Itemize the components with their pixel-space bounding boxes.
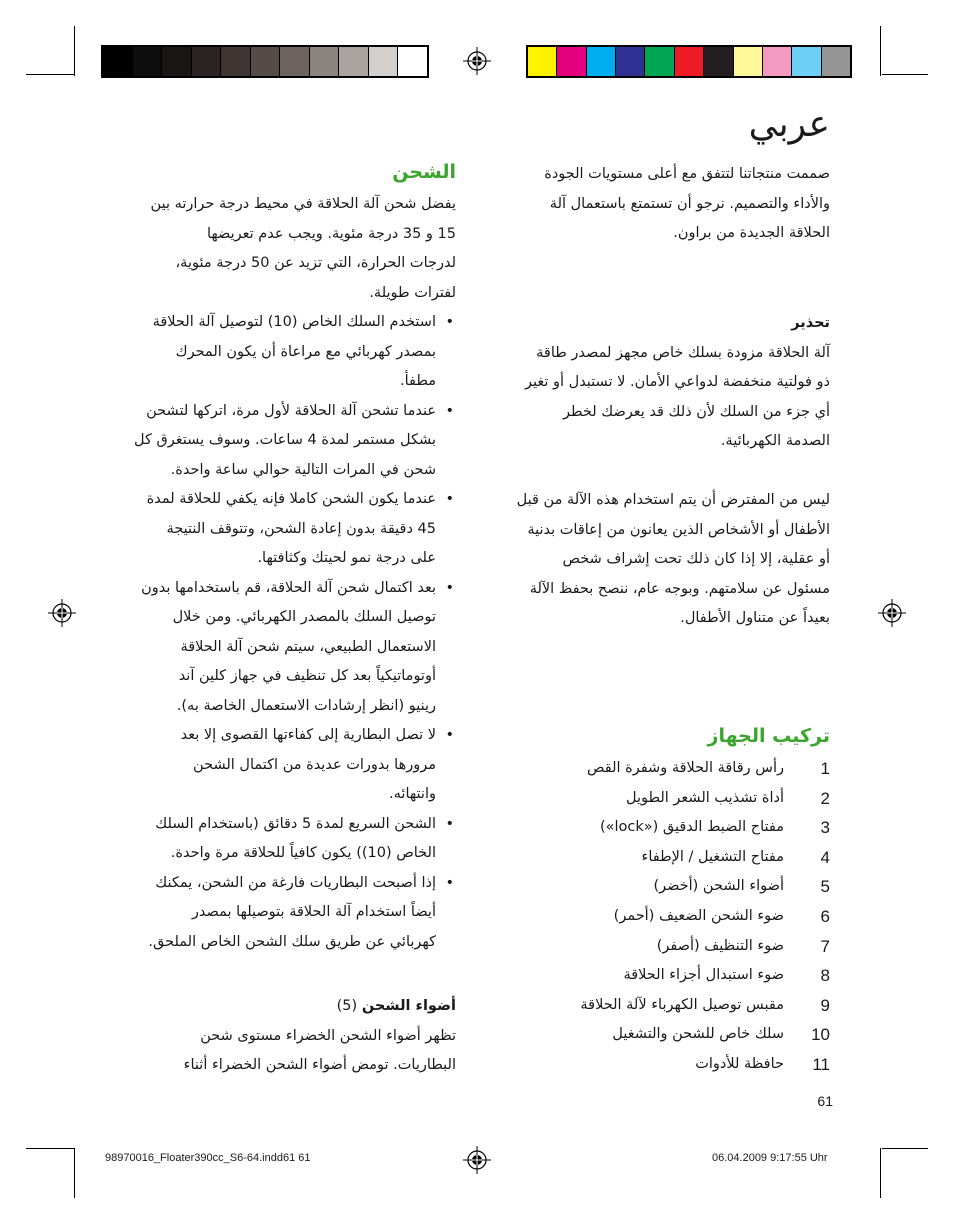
charging-lights-line: البطاريات. تومض أضواء الشحن الخضراء أثناء — [183, 1057, 456, 1073]
warning-line: الصدمة الكهربائية. — [720, 433, 830, 449]
charging-bullet-line: أوتوماتيكياً بعد كل تنظيف في جهاز كلين آند — [178, 668, 436, 684]
charging-bullet-line: توصيل السلك بالمصدر الكهربائي. ومن خلال — [172, 609, 436, 625]
charging-bullet-line: على درجة نمو لحيتك وكثافتها. — [257, 550, 436, 566]
charging-bullet-line: شحن في المرات التالية حوالي ساعة واحدة. — [170, 461, 436, 478]
charging-intro-line: يفضل شحن آلة الحلاقة في محيط درجة حرارته بين — [150, 196, 456, 212]
parts-list-item — [480, 813, 830, 843]
page-number: 61 — [817, 1093, 833, 1109]
warning-section — [480, 309, 830, 457]
charging-bullet-line: رينيو (انظر إرشادات الاستعمال الخاصة به). — [176, 697, 436, 714]
charging-bullet-line: • عندما يكون الشحن كاملا فإنه يكفي للحلاقة لمدة — [146, 491, 436, 507]
warning-line: آلة الحلاقة مزودة بسلك خاص مجهز لمصدر طاقة — [536, 344, 830, 361]
crop-mark — [74, 1148, 75, 1198]
charging-bullet-line: • الشحن السريع لمدة 5 دقائق (باستخدام السلك — [155, 815, 436, 832]
color-swatch — [398, 47, 427, 76]
crop-mark — [26, 74, 74, 75]
color-swatch — [822, 47, 850, 76]
charging-bullet-line: بشكل مستمر لمدة 4 ساعات. وسوف يستغرق كل — [134, 432, 436, 448]
color-swatch — [557, 47, 586, 76]
charging-bullet-item — [116, 810, 456, 869]
part-number: 3 — [820, 818, 830, 838]
charging-bullet-line: الخاص (10)) يكون كافياً للحلاقة مرة واحدة. — [170, 845, 436, 861]
parts-list-item — [480, 961, 830, 991]
language-title: عربي — [748, 104, 830, 145]
crop-mark — [26, 1148, 74, 1149]
charging-intro-line: لفترات طويلة. — [369, 284, 456, 301]
charging-intro-line: لدرجات الحرارة، التي تزيد عن 50 درجة مئوية، — [175, 255, 456, 271]
registration-mark-icon — [48, 599, 76, 627]
intro-line: الحلاقة الجديدة من براون. — [673, 225, 830, 241]
charging-bullet-line: • إذا أصبحت البطاريات فارغة من الشحن، يمكنك — [155, 874, 436, 891]
part-number: 4 — [820, 847, 830, 867]
children-note-line: الأطفال أو الأشخاص الذين يعانون من إعاقات بدنية — [527, 521, 830, 538]
color-swatch — [192, 47, 222, 76]
registration-mark-icon — [878, 599, 906, 627]
charging-bullet-line: 45 دقيقة بدون إعادة الشحن، وتتوقف النتيجة — [166, 520, 436, 537]
charging-bullet-item — [116, 485, 456, 574]
charging-section — [116, 158, 456, 957]
charging-lights-ref: (5) — [336, 998, 358, 1014]
registration-mark-icon — [463, 1146, 491, 1174]
intro-line: صممت منتجاتنا لتتفق مع أعلى مستويات الجودة — [544, 166, 830, 182]
part-label: مقبس توصيل الكهرباء لآلة الحلاقة — [580, 996, 784, 1013]
grayscale-calibration-bar — [101, 45, 429, 78]
part-number: 8 — [820, 966, 830, 986]
color-swatch — [221, 47, 251, 76]
assembly-section — [480, 722, 830, 1080]
charging-bullet-item — [116, 721, 456, 810]
charging-bullet-item — [116, 308, 456, 397]
color-swatch — [645, 47, 674, 76]
color-swatch — [280, 47, 310, 76]
charging-bullet-line: • استخدم السلك الخاص (10) لتوصيل آلة الحلاقة — [152, 314, 436, 330]
parts-list-item — [480, 784, 830, 814]
charging-bullet-item — [116, 397, 456, 486]
warning-line: ذو فولتية منخفضة لدواعي الأمان. لا تستبدل أو تغير — [525, 374, 830, 390]
charging-bullet-line: • بعد اكتمال شحن آلة الحلاقة، قم باستخدامها بدون — [141, 579, 436, 596]
charging-bullet-line: الاستعمال الطبيعي، سيتم شحن آلة الحلاقة — [180, 638, 436, 655]
charging-lights-section — [116, 992, 456, 1081]
parts-list-item — [480, 1020, 830, 1050]
charging-bullet-line: وانتهائه. — [389, 786, 436, 802]
color-swatch — [339, 47, 369, 76]
part-label: ضوء التنظيف (أصفر) — [656, 937, 784, 954]
part-number: 11 — [812, 1054, 830, 1074]
warning-line: أي جزء من السلك لأن ذلك قد يعرضك لخطر — [562, 403, 830, 420]
charging-bullet-line: • لا تصل البطارية إلى كفاءتها القصوى إلا بعد — [180, 727, 436, 743]
parts-list-item — [480, 902, 830, 932]
crop-mark — [880, 26, 881, 76]
color-swatch — [162, 47, 192, 76]
warning-title: تحذير — [791, 315, 830, 331]
color-swatch — [310, 47, 340, 76]
charging-bullet-item — [116, 574, 456, 722]
charging-lights-line: تظهر أضواء الشحن الخضراء مستوى شحن — [200, 1027, 456, 1044]
slug-file-info: 98970016_Floater390cc_S6-64.indd61 61 — [105, 1152, 311, 1164]
part-number: 10 — [811, 1025, 830, 1045]
color-swatch — [103, 47, 133, 76]
charging-lights-heading — [116, 992, 456, 1022]
children-note-line: مسئول عن سلامتهم. وبوجه عام، ننصح بحفظ الآلة — [529, 580, 830, 597]
children-note-line: بعيداً عن متناول الأطفال. — [680, 610, 830, 626]
charging-bullet-line: • عندما تشحن آلة الحلاقة لأول مرة، اتركها لتشحن — [146, 402, 436, 419]
part-number: 6 — [820, 906, 830, 926]
children-note-line: أو عقلية، إلا إذا كان ذلك تحت إشراف شخص — [562, 551, 830, 567]
intro-paragraph — [480, 160, 830, 249]
part-number: 2 — [820, 788, 830, 808]
slug-date-info: 06.04.2009 9:17:55 Uhr — [712, 1152, 828, 1164]
parts-list-item — [480, 872, 830, 902]
crop-mark — [880, 1148, 881, 1198]
crop-mark — [74, 26, 75, 76]
part-number: 5 — [820, 877, 830, 897]
parts-list — [480, 754, 830, 1080]
color-swatch — [528, 47, 557, 76]
color-swatch — [369, 47, 399, 76]
part-label: أضواء الشحن (أخضر) — [653, 878, 784, 895]
part-label: مفتاح التشغيل / الإطفاء — [641, 848, 784, 865]
parts-list-item — [480, 754, 830, 784]
part-number: 9 — [820, 995, 830, 1015]
charging-title: الشحن — [392, 161, 456, 183]
charging-bullets — [116, 308, 456, 957]
parts-list-item — [480, 991, 830, 1021]
color-swatch — [133, 47, 163, 76]
parts-list-item — [480, 843, 830, 873]
part-label: أداة تشذيب الشعر الطويل — [625, 789, 784, 806]
part-number: 7 — [820, 936, 830, 956]
color-swatch — [792, 47, 821, 76]
crop-mark — [882, 1148, 928, 1149]
charging-bullet-item — [116, 869, 456, 958]
part-number: 1 — [820, 759, 830, 778]
charging-bullet-line: كهربائي عن طريق سلك الشحن الخاص الملحق. — [148, 933, 436, 950]
charging-bullet-line: مطفأ. — [399, 373, 436, 389]
color-swatch — [763, 47, 792, 76]
part-label: مفتاح الضبط الدقيق («lock») — [599, 819, 784, 836]
color-calibration-bar — [526, 45, 852, 78]
registration-mark-icon — [463, 47, 491, 75]
color-swatch — [675, 47, 704, 76]
charging-bullet-line: مرورها بدورات عديدة من اكتمال الشحن — [193, 756, 436, 773]
part-label: ضوء الشحن الضعيف (أحمر) — [613, 907, 784, 924]
children-note — [480, 486, 830, 634]
parts-list-item — [480, 932, 830, 962]
part-label: حافظة للأدوات — [695, 1055, 784, 1072]
charging-intro-line: 15 و 35 درجة مئوية. ويجب عدم تعريضها — [206, 225, 456, 242]
part-label: رأس رقاقة الحلاقة وشفرة القص — [586, 760, 784, 776]
part-label: ضوء استبدال أجزاء الحلاقة — [623, 967, 784, 984]
part-label: سلك خاص للشحن والتشغيل — [612, 1026, 784, 1043]
intro-line: والأداء والتصميم. نرجو أن تستمتع باستعمال آلة — [549, 195, 830, 212]
charging-bullet-line: أيضاً استخدام آلة الحلاقة بتوصيلها بمصدر — [191, 904, 436, 920]
crop-mark — [882, 74, 928, 75]
color-swatch — [616, 47, 645, 76]
color-swatch — [251, 47, 281, 76]
charging-lights-title: أضواء الشحن — [361, 998, 456, 1014]
color-swatch — [734, 47, 763, 76]
children-note-line: ليس من المفترض أن يتم استخدام هذه الآلة من قبل — [516, 492, 830, 508]
parts-list-item — [480, 1050, 830, 1080]
charging-bullet-line: بمصدر كهربائي مع مراعاة أن يكون المحرك — [175, 343, 436, 360]
color-swatch — [587, 47, 616, 76]
assembly-title: تركيب الجهاز — [707, 725, 830, 747]
color-swatch — [704, 47, 733, 76]
